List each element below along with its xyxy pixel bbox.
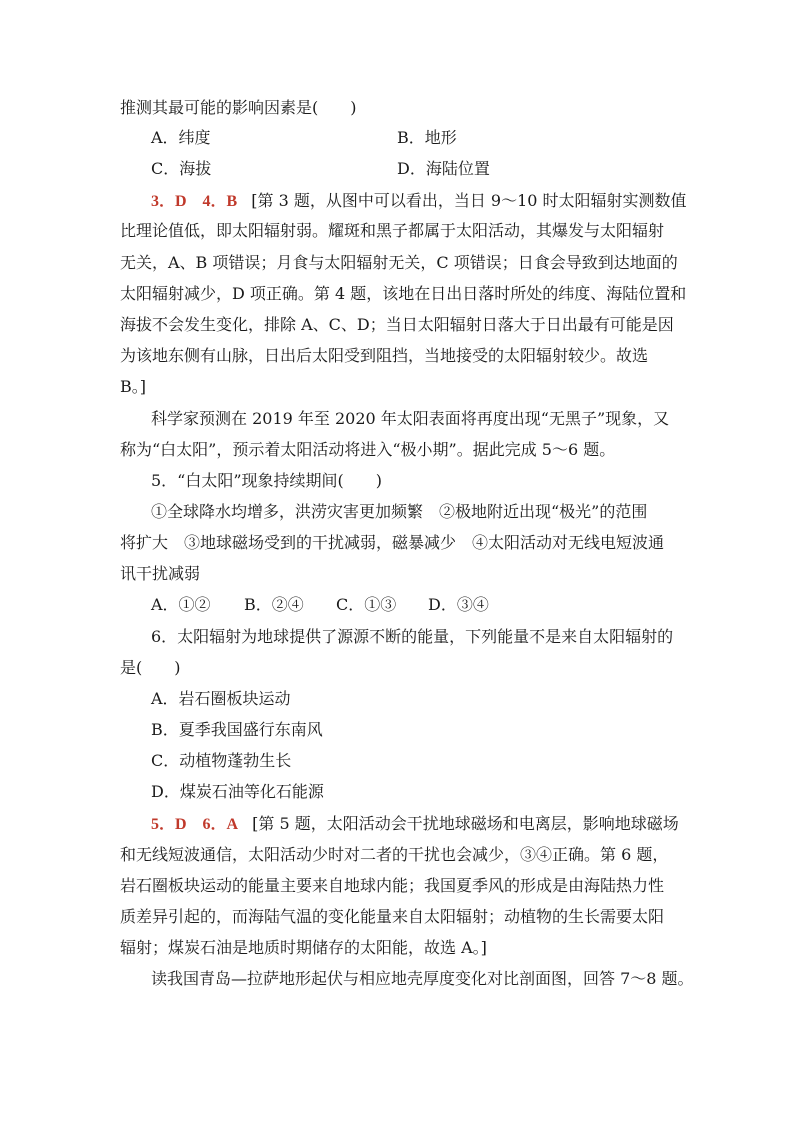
question-stem: 5．“白太阳”现象持续期间( ) [151,471,383,490]
option-c: C．①③ [336,595,397,614]
answer-key: 5．D 6．A [151,816,239,833]
answer-explanation-line: 5．D 6．A [第 5 题，太阳活动会干扰地球磁场和电离层，影响地球磁场 [151,814,679,833]
answer-explanation-line: 为该地东侧有山脉，日出后太阳受到阻挡，当地接受的太阳辐射较少。故选 [120,346,649,365]
answer-explanation-line: 3．D 4．B [第 3 题，从图中可以看出，当日 9～10 时太阳辐射实测数值 [151,191,687,210]
answer-explanation-line: 岩石圈板块运动的能量主要来自地球内能；我国夏季风的形成是由海陆热力性 [120,876,665,895]
question-stem: 是( ) [120,658,181,677]
option-d: D．海陆位置 [397,159,490,178]
answer-explanation-line: 辐射；煤炭石油是地质时期储存的太阳能，故选 A。] [120,938,487,957]
answer-explanation-line: 质差异引起的，而海陆气温的变化能量来自太阳辐射；动植物的生长需要太阳 [120,907,665,926]
answer-explanation-line: 太阳辐射减少，D 项正确。第 4 题，该地在日出日落时所处的纬度、海陆位置和 [120,284,687,303]
option-d: D．③④ [428,595,489,614]
question-statement-line: ①全球降水均增多，洪涝灾害更加频繁 ②极地附近出现“极光”的范围 [151,502,648,521]
answer-key: 3．D 4．B [151,193,238,210]
option-a: A．①② [151,595,211,614]
answer-explanation-line: 无关，A、B 项错误；月食与太阳辐射无关，C 项错误；日食会导致到达地面的 [120,253,678,272]
question-statement-line: 讯干扰减弱 [120,564,201,583]
answer-explanation-line: 海拔不会发生变化，排除 A、C、D；当日太阳辐射日落大于日出最有可能是因 [120,315,674,334]
passage-intro: 读我国青岛—拉萨地形起伏与相应地壳厚度变化对比剖面图，回答 7～8 题。 [151,969,694,988]
question-stem: 推测其最可能的影响因素是( ) [120,98,357,117]
option-c: C．动植物蓬勃生长 [151,751,292,770]
passage-intro: 科学家预测在 2019 年至 2020 年太阳表面将再度出现“无黑子”现象，又 [151,409,670,428]
option-a: A．岩石圈板块运动 [151,689,291,708]
question-statement-line: 将扩大 ③地球磁场受到的干扰减弱，磁暴减少 ④太阳活动对无线电短波通 [120,533,665,552]
option-c: C．海拔 [151,159,212,178]
option-d: D．煤炭石油等化石能源 [151,782,324,801]
passage-intro: 称为“白太阳”，预示着太阳活动将进入“极小期”。据此完成 5～6 题。 [120,440,616,459]
option-b: B．夏季我国盛行东南风 [151,720,323,739]
answer-explanation-line: 比理论值低，即太阳辐射弱。耀斑和黑子都属于太阳活动，其爆发与太阳辐射 [120,221,665,240]
option-b: B．②④ [244,595,304,614]
answer-explanation-line: 和无线短波通信，太阳活动少时对二者的干扰也会减少，③④正确。第 6 题， [120,845,669,864]
question-stem: 6．太阳辐射为地球提供了源源不断的能量，下列能量不是来自太阳辐射的 [151,627,674,646]
option-b: B．地形 [397,128,457,147]
answer-explanation-line: B。] [120,377,147,396]
option-a: A．纬度 [151,128,211,147]
